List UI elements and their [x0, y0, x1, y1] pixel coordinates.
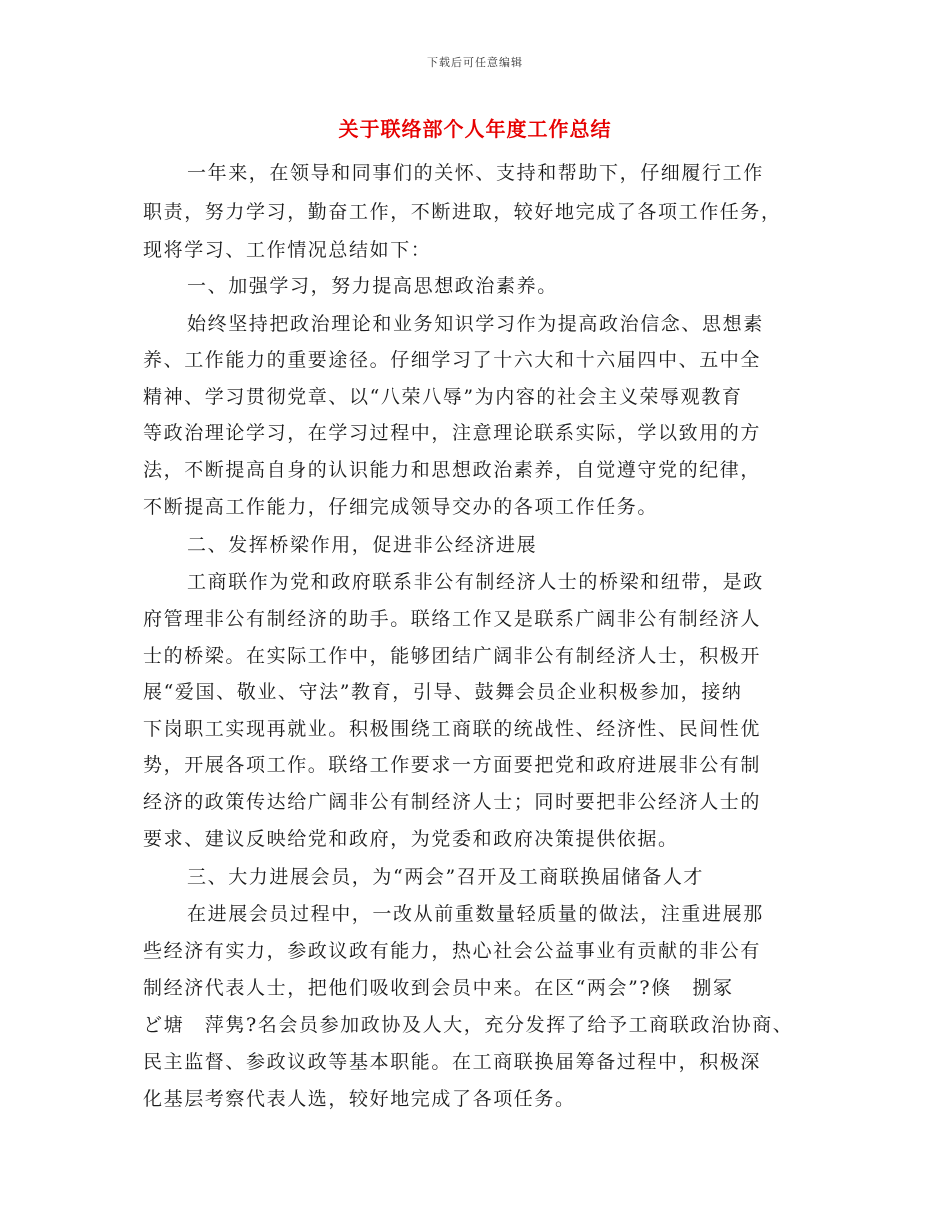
- body-line: 制经济代表人士，把他们吸收到会员中来。在区“两会”?倏 捌冢: [143, 977, 734, 999]
- body-line: 士的桥梁。在实际工作中，能够团结广阔非公有制经济人士，积极开: [143, 645, 762, 667]
- section-heading-2: 二、发挥桥梁作用，促进非公经济进展: [187, 534, 538, 556]
- body-line: 下岗职工实现再就业。积极围绕工商联的统战性、经济性、民间性优: [143, 718, 762, 740]
- body-line: 势，开展各项工作。联络工作要求一方面要把党和政府进展非公有制: [143, 754, 762, 776]
- body-line: 现将学习、工作情况总结如下：: [143, 239, 432, 261]
- body-line: 工商联作为党和政府联系非公有制经济人士的桥梁和纽带，是政: [187, 571, 764, 593]
- page-header-note: 下载后可任意编辑: [427, 56, 523, 69]
- section-heading-1: 一、加强学习，努力提高思想政治素养。: [187, 275, 558, 297]
- body-line: 些经济有实力，参政议政有能力，热心社会公益事业有贡献的非公有: [143, 940, 762, 962]
- body-line: 法，不断提高自身的认识能力和思想政治素养，自觉遵守党的纪律，: [143, 459, 762, 481]
- body-line: 展“爱国、敬业、守法”教育，引导、鼓舞会员企业积极参加，接纳: [143, 681, 743, 703]
- body-line: 民主监督、参政议政等基本职能。在工商联换届筹备过程中，积极深: [143, 1051, 762, 1073]
- body-line: 化基层考察代表人选，较好地完成了各项任务。: [143, 1088, 576, 1110]
- section-heading-3: 三、大力进展会员，为“两会”召开及工商联换届储备人才: [187, 866, 705, 888]
- body-line: 等政治理论学习，在学习过程中，注意理论联系实际，学以致用的方: [143, 422, 762, 444]
- body-line: 不断提高工作能力，仔细完成领导交办的各项工作任务。: [143, 496, 659, 518]
- body-line: 一年来，在领导和同事们的关怀、支持和帮助下，仔细履行工作: [187, 162, 764, 184]
- body-line: 精神、学习贯彻党章、以“八荣八辱”为内容的社会主义荣辱观教育: [143, 386, 743, 408]
- body-line: 经济的政策传达给广阔非公有制经济人士；同时要把非公经济人士的: [143, 791, 762, 813]
- body-line: 职责，努力学习，勤奋工作，不断进取，较好地完成了各项工作任务，: [143, 201, 782, 223]
- body-line: 养、工作能力的重要途径。仔细学习了十六大和十六届四中、五中全: [143, 349, 762, 371]
- body-line: ど塘 萍隽?名会员参加政协及人大，充分发挥了给予工商联政治协商、: [143, 1014, 794, 1036]
- body-line: 府管理非公有制经济的助手。联络工作又是联系广阔非公有制经济人: [143, 608, 762, 630]
- body-line: 始终坚持把政治理论和业务知识学习作为提高政治信念、思想素: [187, 313, 764, 335]
- document-title: 关于联络部个人年度工作总结: [338, 117, 612, 141]
- body-line: 在进展会员过程中，一改从前重数量轻质量的做法，注重进展那: [187, 903, 764, 925]
- body-line: 要求、建议反映给党和政府，为党委和政府决策提供依据。: [143, 828, 679, 850]
